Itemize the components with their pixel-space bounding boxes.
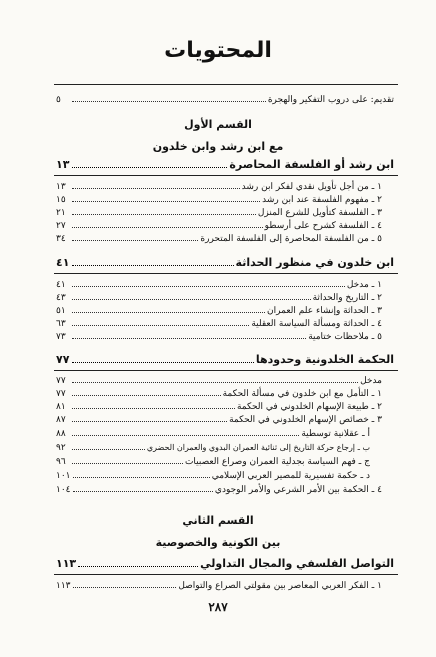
part-one-subtitle: مع ابن رشد وابن خلدون [152, 140, 284, 153]
entry-page: ١٥ [56, 195, 66, 205]
leader-dots [72, 158, 227, 168]
entry-page: ٢١ [56, 208, 66, 218]
heading-page: ١١٣ [56, 557, 77, 570]
entry-page: ٨١ [56, 402, 66, 412]
entry-page: ١٠١ [56, 471, 71, 481]
entry-text: ٤ ـ الحداثة ومسألة السياسة العقلية [251, 319, 382, 329]
leader-dots [72, 412, 227, 422]
leader-dots [72, 192, 260, 202]
section-divider [54, 273, 398, 274]
toc-entry[interactable] [56, 231, 394, 245]
entry-text: ٤ ـ الفلسفة كشرح على أرسطو [264, 221, 382, 231]
entry-page: ٨٧ [56, 415, 66, 425]
toc-entry[interactable] [56, 373, 394, 387]
entry-page: ٧٧ [56, 389, 66, 399]
leader-dots [72, 92, 266, 102]
entry-text: ١ ـ التأمل مع ابن خلدون في مسألة الحكمة [222, 389, 382, 399]
toc-entry[interactable] [56, 426, 394, 440]
leader-dots [73, 482, 213, 492]
entry-page: ١١٣ [56, 581, 71, 591]
heading-page: ١٣ [56, 158, 70, 171]
toc-entry[interactable] [56, 386, 394, 400]
entry-page: ٤٣ [56, 293, 66, 303]
toc-entry[interactable] [56, 218, 394, 232]
entry-text: ٢ ـ مفهوم الفلسفة عند ابن رشد [262, 195, 382, 205]
entry-page: ٩٢ [56, 443, 66, 453]
section-heading[interactable] [56, 557, 394, 571]
leader-dots [72, 303, 265, 313]
page-title: المحتويات [164, 38, 272, 63]
leader-dots [72, 277, 345, 287]
leader-dots [72, 386, 221, 396]
entry-text: ٥ ـ ملاحظات ختامية [308, 332, 382, 342]
entry-text: ٢ ـ التاريخ والحداثة [312, 293, 382, 303]
heading-page: ٤١ [56, 256, 70, 269]
entry-page: ٤١ [56, 280, 66, 290]
toc-entry[interactable] [56, 412, 394, 426]
toc-entry[interactable] [56, 440, 394, 454]
part-two-label: القسم الثاني [182, 514, 254, 527]
leader-dots [78, 557, 198, 567]
leader-dots [72, 373, 358, 383]
leader-dots [72, 440, 145, 450]
toc-entry[interactable] [56, 179, 394, 193]
entry-text: ٥ ـ من الفلسفة المحاصرة إلى الفلسفة المتحررة [200, 234, 382, 244]
leader-dots [72, 316, 249, 326]
toc-entry[interactable] [56, 192, 394, 206]
toc-entry-intro[interactable] [56, 92, 394, 106]
entry-page: ٥ [56, 95, 61, 105]
entry-page: ٨٨ [56, 429, 66, 439]
section-divider [54, 370, 398, 371]
entry-page: ٣٤ [56, 234, 66, 244]
leader-dots [72, 454, 183, 464]
part-one-label: القسم الأول [184, 118, 252, 131]
entry-text: ب ـ إرجاع حركة التاريخ إلى ثنائية العمران البدوي والعمران الحضري [146, 443, 370, 452]
toc-entry[interactable] [56, 468, 394, 482]
entry-text: ٣ ـ خصائص الإسهام الخلدوني في الحكمة [229, 415, 382, 425]
leader-dots [72, 256, 234, 266]
section-heading[interactable] [56, 353, 394, 367]
entry-text: ١ ـ الفكر العربي المعاصر بين مقولتي الصراع والتواصل [178, 581, 382, 591]
entry-page: ٩٦ [56, 457, 66, 467]
heading-text: ابن خلدون في منظور الحداثة [235, 256, 394, 269]
top-divider [54, 84, 398, 85]
heading-text: الحكمة الخلدونية وحدودها [255, 353, 394, 366]
leader-dots [73, 468, 210, 478]
heading-page: ٧٧ [56, 353, 70, 366]
toc-entry[interactable] [56, 399, 394, 413]
part-two-subtitle: بين الكونية والخصوصية [155, 536, 281, 549]
entry-page: ٦٣ [56, 319, 66, 329]
entry-text: ١ ـ من أجل تأويل نقدي لفكر ابن رشد [241, 182, 382, 192]
leader-dots [72, 179, 240, 189]
entry-text: ١ ـ مدخل [346, 280, 382, 290]
entry-page: ١٣ [56, 182, 66, 192]
page-number: ٢٨٧ [208, 600, 228, 614]
section-heading[interactable] [56, 158, 394, 172]
leader-dots [72, 290, 311, 300]
section-divider [54, 175, 398, 176]
entry-text: ٢ ـ طبيعة الإسهام الخلدوني في الحكمة [236, 402, 382, 412]
leader-dots [72, 205, 256, 215]
entry-page: ٥١ [56, 306, 66, 316]
toc-entry[interactable] [56, 578, 394, 592]
entry-text: تقديم: على دروب التفكير والهجرة [267, 95, 394, 105]
entry-text: ٣ ـ الفلسفة كتأويل للشرع المنزل [257, 208, 382, 218]
entry-page: ٧٣ [56, 332, 66, 342]
entry-page: ٧٧ [56, 376, 66, 386]
toc-entry[interactable] [56, 316, 394, 330]
leader-dots [72, 353, 254, 363]
entry-text: ٤ ـ الحكمة بين الأمر الشرعي والأمر الوجودي [214, 485, 382, 495]
entry-text: أ ـ عقلانية توسطية [301, 429, 370, 439]
toc-entry[interactable] [56, 454, 394, 468]
toc-entry[interactable] [56, 290, 394, 304]
entry-text: د ـ حكمة تفسيرية للمصير العربي الإسلامي [211, 471, 370, 481]
leader-dots [72, 399, 235, 409]
toc-entry[interactable] [56, 303, 394, 317]
toc-entry[interactable] [56, 329, 394, 343]
entry-page: ١٠٤ [56, 485, 71, 495]
toc-entry[interactable] [56, 205, 394, 219]
entry-text: ج ـ فهم السياسة بجدلية العمران وصراع العصبيات [184, 457, 370, 467]
leader-dots [72, 218, 263, 228]
toc-entry[interactable] [56, 277, 394, 291]
leader-dots [73, 578, 177, 588]
heading-text: ابن رشد أو الفلسفة المحاصرة [229, 158, 394, 171]
leader-dots [72, 426, 299, 436]
leader-dots [72, 329, 306, 339]
entry-text: ٣ ـ الحداثة وإنشاء علم العمران [267, 306, 382, 316]
leader-dots [72, 231, 198, 241]
toc-entry[interactable] [56, 482, 394, 496]
heading-text: التواصل الفلسفي والمجال التداولي [200, 557, 394, 570]
entry-page: ٢٧ [56, 221, 66, 231]
section-divider [54, 574, 398, 575]
section-heading[interactable] [56, 256, 394, 270]
entry-text: مدخل [360, 376, 382, 386]
